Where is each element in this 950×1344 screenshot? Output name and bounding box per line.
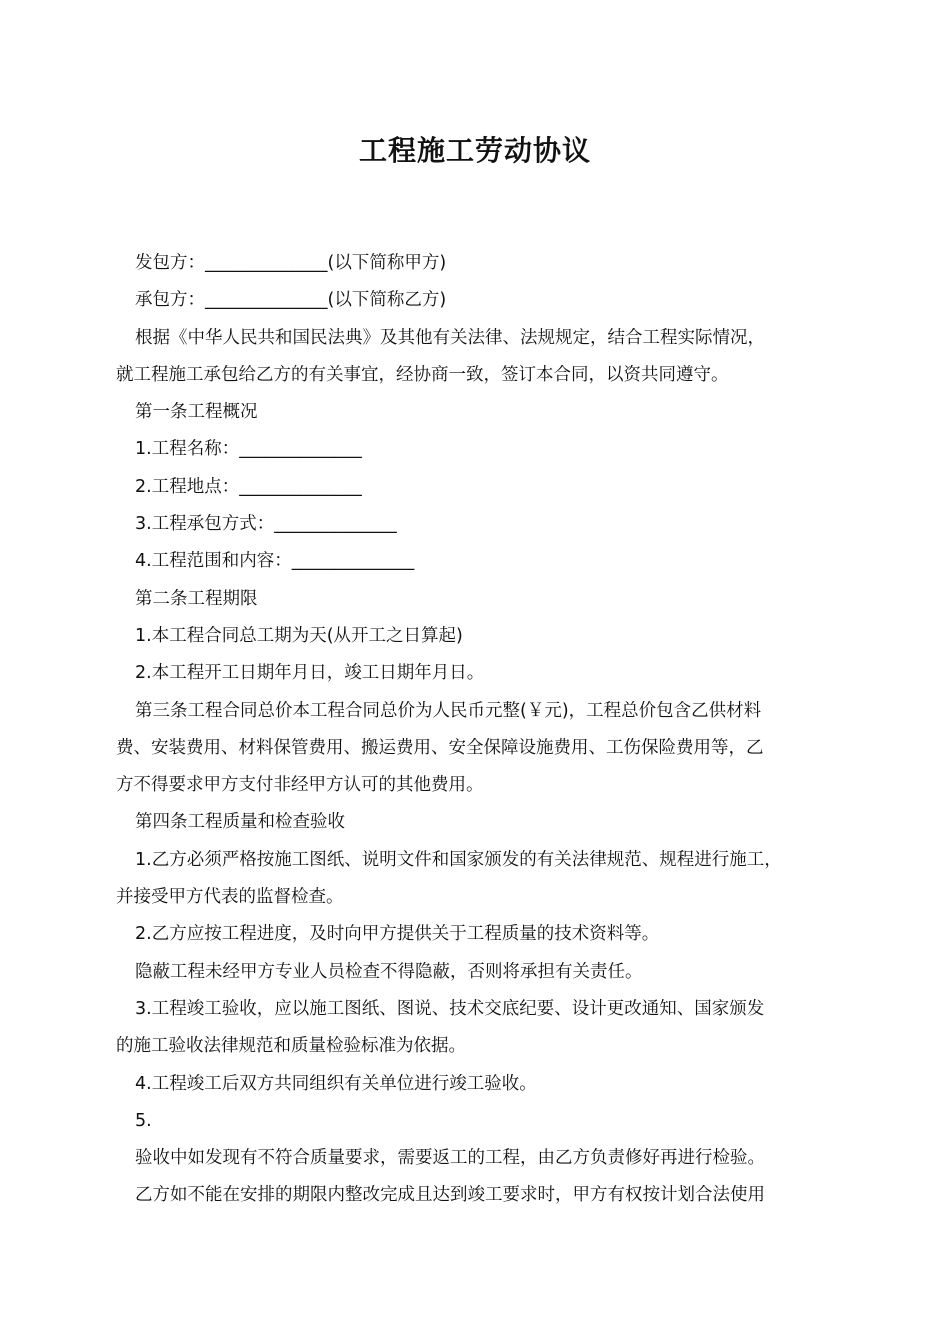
paragraph-line: 1.本工程合同总工期为天(从开工之日算起) — [135, 625, 463, 646]
paragraph-line: 5. — [135, 1110, 152, 1131]
paragraph-line: 第三条工程合同总价本工程合同总价为人民币元整(￥元)，工程总价包含乙供材料 — [135, 700, 762, 721]
paragraph-line: 4.工程范围和内容：______________ — [135, 551, 415, 572]
paragraph-line: 的施工验收法律规范和质量检验标准为依据。 — [116, 1036, 466, 1057]
paragraph-line: 1.工程名称：______________ — [135, 439, 362, 460]
paragraph-line: 就工程施工承包给乙方的有关事宜，经协商一致，签订本合同，以资共同遵守。 — [116, 364, 729, 385]
document-body — [116, 245, 840, 1215]
paragraph-line: 1.乙方必须严格按施工图纸、说明文件和国家颁发的有关法律规范、规程进行施工， — [135, 849, 782, 870]
paragraph-line: 2.乙方应按工程进度，及时向甲方提供关于工程质量的技术资料等。 — [135, 924, 660, 945]
paragraph-line: 验收中如发现有不符合质量要求，需要返工的工程，由乙方负责修好再进行检验。 — [135, 1148, 765, 1169]
document-title: 工程施工劳动协议 — [358, 134, 591, 167]
paragraph-line: 乙方如不能在安排的期限内整改完成且达到竣工要求时，甲方有权按计划合法使用 — [135, 1185, 765, 1206]
section-heading: 第一条工程概况 — [135, 402, 258, 423]
paragraph-line: 3.工程承包方式：______________ — [135, 514, 397, 535]
paragraph-line: 费、安装费用、材料保管费用、搬运费用、安全保障设施费用、工伤保险费用等，乙 — [116, 737, 764, 758]
paragraph-line: 承包方：______________(以下简称乙方) — [135, 290, 447, 311]
paragraph-line: 3.工程竣工验收，应以施工图纸、图说、技术交底纪要、设计更改通知、国家颁发 — [135, 998, 765, 1019]
paragraph-line: 2.本工程开工日期年月日，竣工日期年月日。 — [135, 663, 485, 684]
paragraph-line: 4.工程竣工后双方共同组织有关单位进行竣工验收。 — [135, 1073, 537, 1094]
section-heading: 第二条工程期限 — [135, 588, 258, 609]
paragraph-line: 并接受甲方代表的监督检查。 — [116, 887, 344, 908]
paragraph-line: 2.工程地点：______________ — [135, 476, 362, 497]
paragraph-line: 隐蔽工程未经甲方专业人员检查不得隐蔽，否则将承担有关责任。 — [135, 961, 643, 982]
paragraph-line: 发包方：______________(以下简称甲方) — [135, 253, 447, 273]
paragraph-line: 根据《中华人民共和国民法典》及其他有关法律、法规规定，结合工程实际情况， — [135, 327, 765, 348]
section-heading: 第四条工程质量和检查验收 — [135, 812, 345, 833]
paragraph-line: 方不得要求甲方支付非经甲方认可的其他费用。 — [116, 775, 484, 796]
